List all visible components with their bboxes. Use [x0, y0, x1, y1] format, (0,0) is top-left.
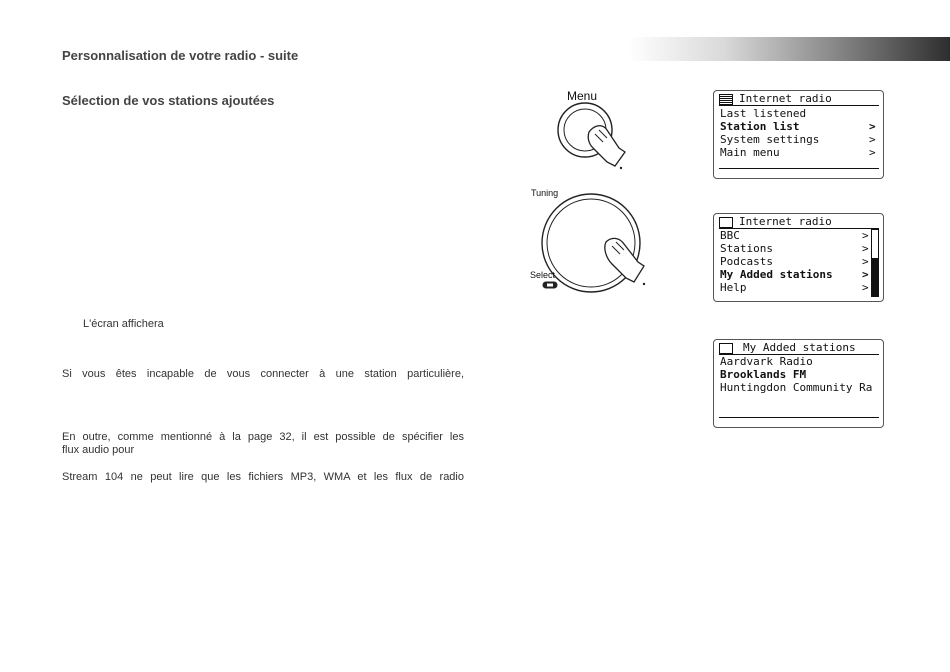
lcd-arrow: > — [869, 133, 876, 146]
lcd-menu-item: Help — [720, 281, 747, 294]
lcd-station-item: Aardvark Radio — [720, 355, 813, 368]
lcd-menu-item-selected: Station list — [720, 120, 800, 133]
lcd-bottom-line — [719, 417, 879, 418]
lcd-title: Internet radio — [739, 92, 832, 105]
lcd-title-bar — [719, 92, 879, 106]
lcd-menu-item: System settings — [720, 133, 820, 146]
menu-label: Menu — [567, 89, 598, 103]
lcd-menu-item: Stations — [720, 242, 773, 255]
section-heading: Sélection de vos stations ajoutées — [62, 93, 275, 108]
lcd-screen-internet-radio — [713, 213, 884, 302]
text-connect: Si vous êtes incapable de vous connecter à une station particulière, — [62, 368, 464, 380]
header-gradient-bar — [628, 37, 950, 61]
lcd-title-bar — [719, 341, 879, 355]
lcd-arrow: > — [869, 146, 876, 159]
lcd-arrow: > — [862, 242, 869, 255]
text-ecran: L'écran affichera — [83, 318, 164, 330]
lcd-arrow: > — [862, 255, 869, 268]
lcd-station-item: Huntingdon Community Ra — [720, 381, 873, 394]
lcd-arrow: > — [862, 229, 869, 242]
radio-icon — [719, 343, 733, 354]
lcd-arrow: > — [869, 120, 876, 133]
lcd-title: Internet radio — [739, 215, 832, 228]
select-push-icon — [542, 281, 558, 289]
lcd-scrollbar-thumb — [872, 258, 878, 296]
tuning-label: Tuning — [531, 188, 559, 198]
text-outre-line1: En outre, comme mentionné à la page 32, il est possible de spécifier les — [62, 431, 464, 443]
lcd-title: My Added stations — [743, 341, 856, 354]
lcd-title-bar — [719, 215, 879, 229]
lcd-screen-main-menu — [713, 90, 884, 179]
tuning-knob-illustration — [540, 186, 666, 298]
lcd-station-item-selected: Brooklands FM — [720, 368, 807, 381]
lcd-menu-item: Main menu — [720, 146, 780, 159]
pointing-hand-icon — [588, 126, 625, 166]
lcd-menu-item: BBC — [720, 229, 740, 242]
select-label: Select — [530, 270, 556, 280]
lcd-bottom-line — [719, 168, 879, 169]
lcd-arrow: > — [862, 281, 869, 294]
lcd-menu-item: Last listened — [720, 107, 807, 120]
text-stream: Stream 104 ne peut lire que les fichiers MP3, WMA et les flux de radio — [62, 471, 464, 483]
menu-button-press-illustration — [555, 100, 635, 180]
menu-list-icon — [719, 94, 733, 105]
lcd-scrollbar — [871, 229, 879, 297]
lcd-screen-my-added-stations — [713, 339, 884, 428]
lcd-arrow: > — [862, 268, 869, 281]
radio-icon — [719, 217, 733, 228]
lcd-menu-item-selected: My Added stations — [720, 268, 833, 281]
text-outre-line2: flux audio pour — [62, 444, 135, 456]
lcd-menu-item: Podcasts — [720, 255, 773, 268]
page-heading: Personnalisation de votre radio - suite — [62, 48, 299, 63]
